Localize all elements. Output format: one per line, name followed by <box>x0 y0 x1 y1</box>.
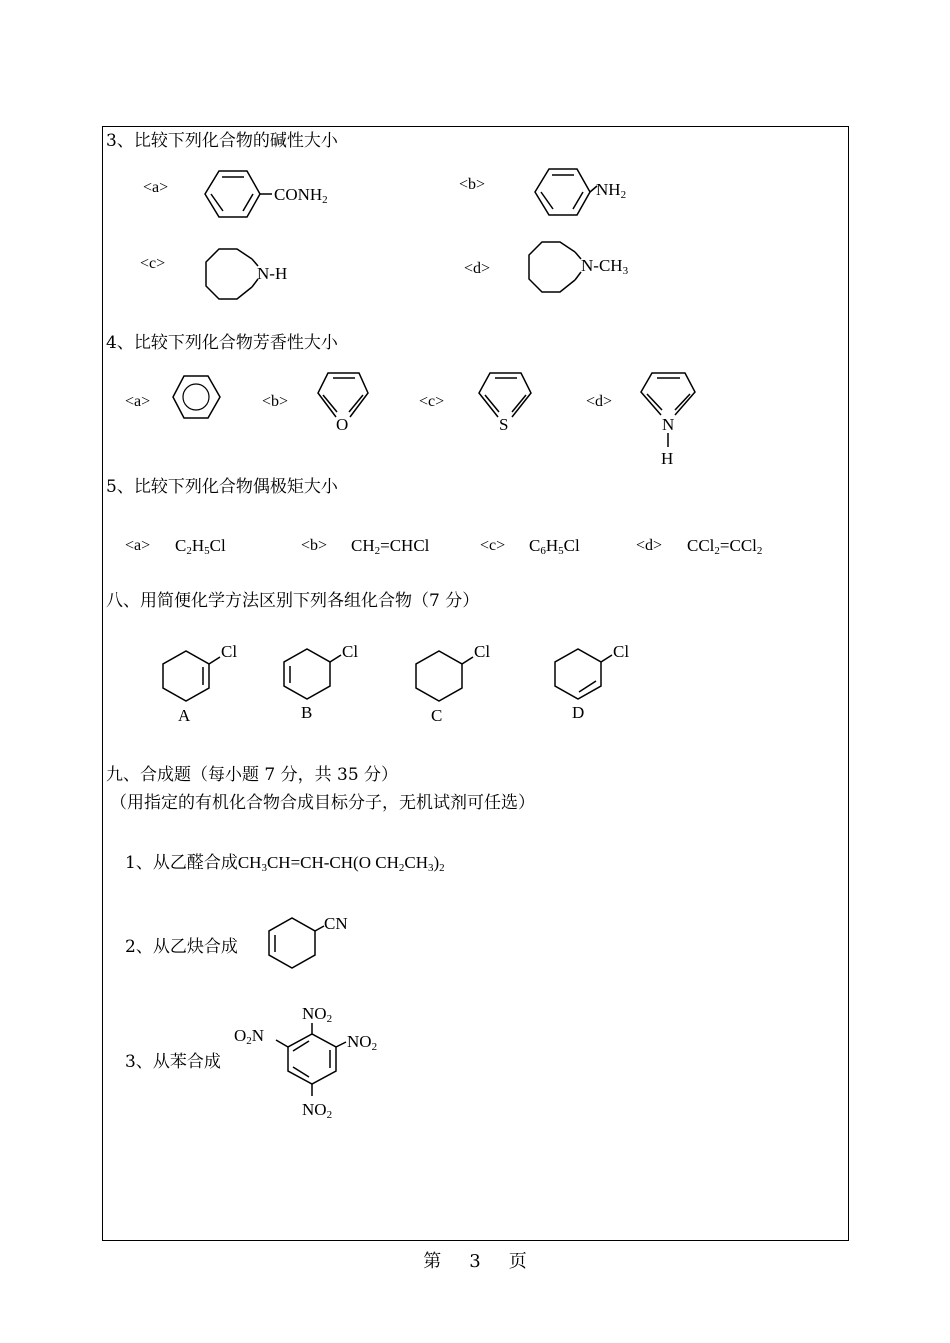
page-footer <box>0 1247 950 1273</box>
compound-d-cl: Cl <box>613 642 630 661</box>
s8-title: 八、用简便化学方法区别下列各组化合物（7 分） <box>106 591 480 611</box>
s9-q2: 2、从乙炔合成 <box>125 937 238 957</box>
q3-group-a: $CONH_2$ <box>274 185 328 206</box>
nitro-right: $NO_2$ <box>347 1032 378 1053</box>
compound-b-cl: Cl <box>342 642 359 661</box>
pyrrole-hydrogen: H <box>661 449 674 468</box>
pyrrole-nitrogen: N <box>662 415 675 434</box>
q5-formula-d: CCl$_2$=CCl$_2$ <box>687 536 763 557</box>
q3-label-b: <b> <box>459 176 486 193</box>
footer-suffix: 页 <box>508 1251 527 1272</box>
q5-formula-a: $C_2H_5Cl$ <box>175 536 226 557</box>
furan-oxygen: O <box>336 415 349 434</box>
compound-d-label: D <box>572 703 585 722</box>
compound-a-cl: Cl <box>221 642 238 661</box>
q4-label-a: <a> <box>125 393 151 410</box>
s9-note: （用指定的有机化合物合成目标分子，无机试剂可任选） <box>110 793 535 813</box>
q4-label-d: <d> <box>586 393 613 410</box>
q5-title: 5、比较下列化合物偶极矩大小 <box>106 477 338 497</box>
q5-label-a: <a> <box>125 537 151 554</box>
q3-label-d: <d> <box>464 260 491 277</box>
q3-group-b: $NH_2$ <box>596 180 627 201</box>
q3-label-a: <a> <box>143 179 169 196</box>
q5-label-c: <c> <box>480 537 506 554</box>
q4-title: 4、比较下列化合物芳香性大小 <box>106 333 338 353</box>
s9-q1-target: $CH_3CH=CH-CH(O$ $CH_2CH_3)_2$ <box>237 853 445 874</box>
q5-label-d: <d> <box>636 537 663 554</box>
q5-formula-b: $CH_2=CHCl$ <box>351 536 430 557</box>
q3-label-c: <c> <box>140 255 166 272</box>
page-number: 3 <box>469 1251 481 1272</box>
footer-prefix: 第 <box>423 1251 442 1272</box>
s9-q3: 3、从苯合成 <box>125 1052 221 1072</box>
q5-formula-c: $C_6H_5Cl$ <box>529 536 580 557</box>
nitro-top: $NO_2$ <box>302 1004 333 1025</box>
nitro-bottom: $NO_2$ <box>302 1100 333 1121</box>
thiophene-sulfur: S <box>499 415 509 434</box>
q3-group-c: N-H <box>257 264 288 283</box>
nitrile-group: CN <box>324 914 348 933</box>
s9-title: 九、合成题（每小题 7 分，共 35 分） <box>106 765 399 785</box>
compound-c-label: C <box>431 706 443 725</box>
q4-label-b: <b> <box>262 393 289 410</box>
q4-label-c: <c> <box>419 393 445 410</box>
compound-a-label: A <box>178 706 191 725</box>
nitro-left: $O_2N$ <box>234 1026 265 1047</box>
trinitrobenzene-ring <box>276 1023 346 1096</box>
s9-q1: 1、从乙醛合成$CH_3CH=CH-CH(O$ $CH_2CH_3)_2$ <box>125 853 445 874</box>
cyclohexene-cn <box>269 918 324 968</box>
compound-c-cl: Cl <box>474 642 491 661</box>
q3-group-d: $N-CH_3$ <box>581 256 629 277</box>
q5-label-b: <b> <box>301 537 328 554</box>
q3-title: 3、比较下列化合物的碱性大小 <box>106 131 338 151</box>
compound-b-label: B <box>301 703 313 722</box>
